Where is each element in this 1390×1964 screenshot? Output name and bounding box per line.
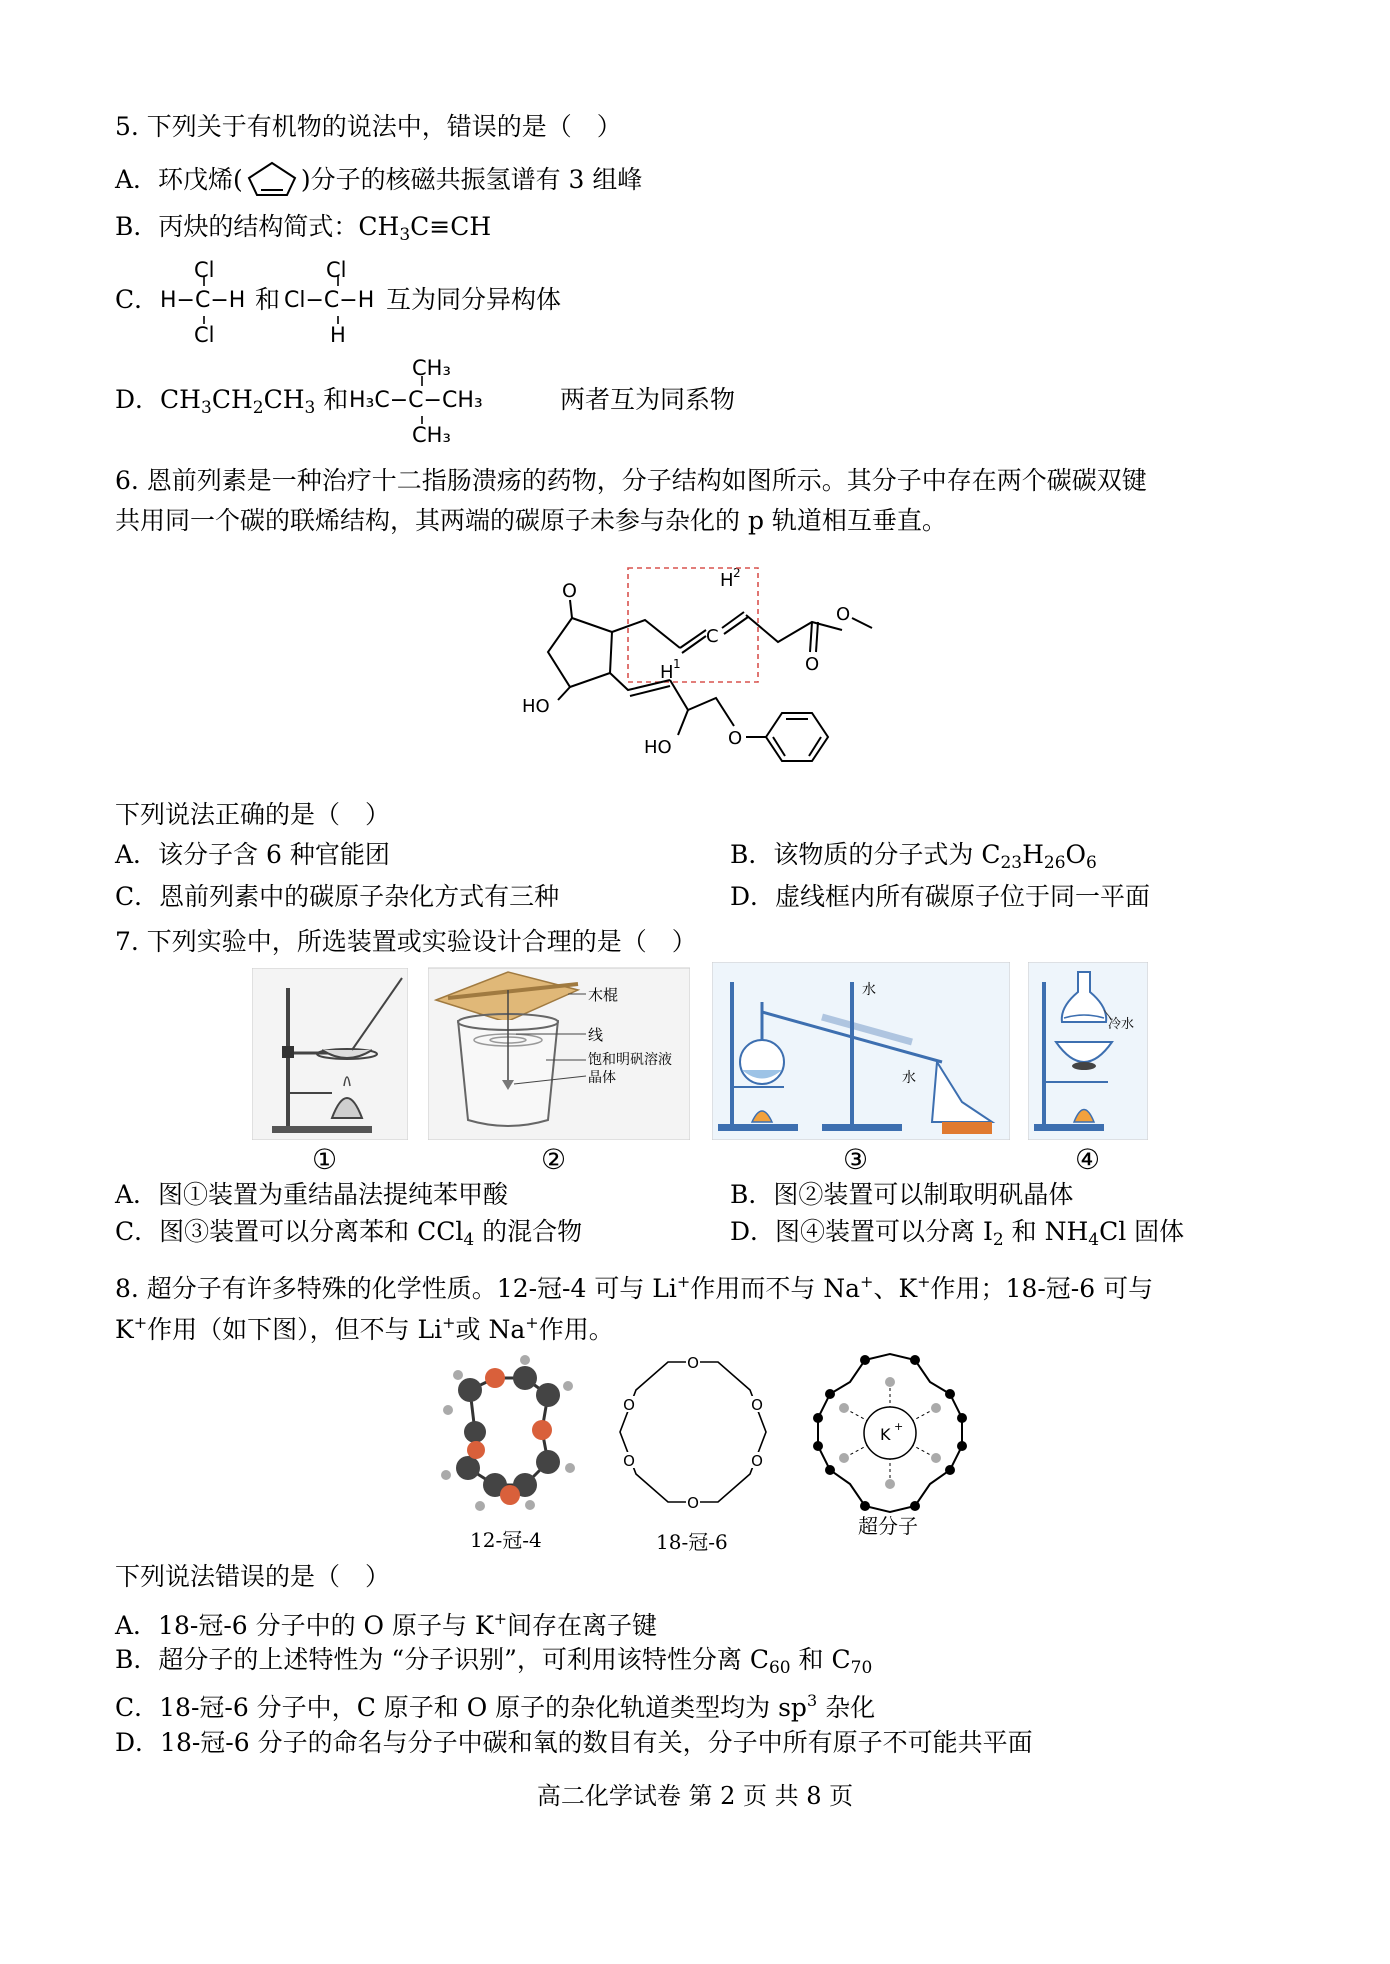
q7-stem: 7. 下列实验中，所选装置或实验设计合理的是（ ） (115, 927, 697, 956)
q5-stem: 5. 下列关于有机物的说法中，错误的是（ ） (115, 112, 622, 141)
q8-s2c: 或 Na (455, 1315, 526, 1344)
supra-k-plus: + (894, 1420, 904, 1433)
q7-d-mid: 和 NH (1003, 1217, 1089, 1246)
q7-d-pre: D．图④装置可以分离 I (730, 1217, 993, 1246)
label-thread: 线 (588, 1026, 604, 1044)
h1-label: H (660, 662, 674, 683)
h1-sup: 1 (673, 657, 681, 671)
enprostil-structure (520, 560, 880, 770)
crown-18-6-structure (608, 1350, 778, 1520)
q8-s1-plus2: + (860, 1272, 874, 1291)
q6-ask: 下列说法正确的是（ ） (115, 800, 391, 829)
q5-b-formula-2: C≡CH (410, 212, 492, 241)
apparatus-1-evaporation (252, 968, 408, 1140)
ester-o2-label: O (805, 654, 820, 675)
q8-s2-plus2: + (442, 1313, 456, 1332)
q5-c-bonds (190, 276, 390, 326)
q8-s2-plus1: + (133, 1313, 148, 1332)
ring-ho-label: HO (522, 696, 550, 717)
supra-k-label: K (880, 1425, 891, 1444)
allene-dashed-box (628, 568, 758, 682)
q8-s1a: 8. 超分子有许多特殊的化学性质。12-冠-4 可与 Li (115, 1274, 677, 1303)
q8-a-post: 间存在离子键 (507, 1611, 658, 1640)
q5-d-mol-mid: H₃C−C−CH₃ (349, 388, 483, 413)
q6-b-mid1: H (1022, 840, 1044, 869)
q5-option-b (115, 210, 491, 252)
q5-d-s3: 3 (304, 398, 316, 418)
apparatus-2-crystal (428, 960, 690, 1140)
q5-d-mol-top: CH₃ (412, 356, 451, 380)
q8-ask: 下列说法错误的是（ ） (115, 1562, 391, 1591)
q8-a-plus: + (493, 1609, 508, 1628)
q6-stem-1: 6. 恩前列素是一种治疗十二指肠溃疡的药物，分子结构如图所示。其分子中存在两个碳碳双键 (115, 466, 1147, 495)
q8-option-b (115, 1643, 872, 1685)
q7-option-a: A．图①装置为重结晶法提纯苯甲酸 (115, 1180, 509, 1209)
ester-o1-label: O (836, 604, 851, 625)
q5-d-formula (115, 383, 348, 425)
figure-number-4: ④ (1075, 1143, 1101, 1176)
q7-c-sub: 4 (463, 1230, 475, 1250)
q5-a-post: )分子的核磁共振氢谱有 3 组峰 (300, 165, 643, 194)
q5-c-mol2-top: Cl (326, 258, 347, 282)
q6-b-s2: 26 (1043, 853, 1066, 873)
apparatus-3-distillation (712, 962, 1010, 1140)
label-cold-water: 冷水 (1108, 1017, 1135, 1032)
q5-c-mol1-top: Cl (194, 258, 215, 282)
q6-b-pre: B．该物质的分子式为 C (730, 840, 1001, 869)
q7-option-b: B．图②装置可以制取明矾晶体 (730, 1180, 1074, 1209)
page-footer: 高二化学试卷 第 2 页 共 8 页 (536, 1782, 854, 1810)
chain-ho-label: HO (644, 737, 672, 758)
q8-s2a: K (115, 1315, 134, 1344)
ketone-o-label: O (562, 580, 577, 602)
figure-number-2: ② (541, 1143, 567, 1176)
q7-c-post: 的混合物 (474, 1217, 583, 1246)
caption-supramolecule: 超分子 (858, 1514, 918, 1538)
q6-option-c: C．恩前列素中的碳原子杂化方式有三种 (115, 882, 560, 911)
allene-c-label: C (706, 626, 719, 647)
q8-b-s2: 70 (850, 1658, 873, 1678)
figure-number-1: ① (312, 1143, 338, 1176)
q5-d-p2: CH (211, 385, 253, 414)
crown18-o4: O (687, 1494, 699, 1512)
q8-b-pre: B．超分子的上述特性为 “分子识别”，可利用该特性分离 C (115, 1645, 769, 1674)
caption-12-crown-4: 12-冠-4 (470, 1528, 542, 1552)
q5-d-s1: 3 (200, 398, 212, 418)
q6-stem-2: 共用同一个碳的联烯结构，其两端的碳原子未参与杂化的 p 轨道相互垂直。 (115, 506, 947, 535)
q8-s1-plus1: + (676, 1272, 691, 1291)
label-crystal: 晶体 (588, 1070, 616, 1086)
label-water-out: 水 (902, 1070, 916, 1086)
q5-d-p1: CH (160, 385, 201, 414)
q8-a-pre: A．18-冠-6 分子中的 O 原子与 K (115, 1611, 494, 1640)
q7-option-c (115, 1215, 582, 1257)
q8-s1d: 作用；18-冠-6 可与 (930, 1274, 1154, 1303)
q7-c-pre: C．图③装置可以分离苯和 CCl (115, 1217, 464, 1246)
q8-c-post: 杂化 (817, 1693, 876, 1722)
q8-option-c (115, 1684, 875, 1725)
label-wood-stick: 木棍 (588, 986, 619, 1004)
q6-b-s3: 6 (1086, 853, 1097, 873)
ether-o-label: O (728, 728, 743, 749)
apparatus-4-sublimation (1028, 962, 1148, 1140)
figure-number-3: ③ (843, 1143, 869, 1176)
q8-s1c: 、K (873, 1274, 918, 1303)
label-alum-solution: 饱和明矾溶液 (588, 1052, 672, 1068)
q7-d-post: Cl 固体 (1099, 1217, 1185, 1246)
q5-d-bonds (410, 376, 440, 426)
q5-d-post: 两者互为同系物 (560, 385, 736, 414)
q5-b-formula-sub: 3 (399, 225, 411, 245)
q5-c-mol1-bottom: Cl (194, 323, 215, 347)
q5-c-label: C． (115, 285, 160, 314)
q8-s1b: 作用而不与 Na (690, 1274, 861, 1303)
crown18-o2: O (751, 1396, 763, 1414)
crown18-o3: O (751, 1452, 763, 1470)
q8-b-s1: 60 (768, 1658, 791, 1678)
q5-option-a (115, 160, 642, 198)
q8-s2d: 作用。 (538, 1315, 614, 1344)
q8-c-pre: C．18-冠-6 分子中，C 原子和 O 原子的杂化轨道类型均为 sp (115, 1693, 807, 1722)
h2-sup: 2 (733, 566, 741, 580)
q5-c-mol2-bottom: H (330, 323, 346, 347)
q5-d-and: 和 (323, 385, 349, 414)
q5-c-mol1-mid: H−C−H (160, 288, 246, 313)
q5-b-pre: B．丙炔的结构简式： (115, 212, 359, 241)
q7-d-sub: 2 (992, 1230, 1004, 1250)
q7-d-sub2: 4 (1088, 1230, 1100, 1250)
q8-stem-2 (115, 1306, 614, 1347)
q6-b-s1: 23 (1000, 853, 1023, 873)
q8-b-mid: 和 C (790, 1645, 851, 1674)
label-water-in: 水 (862, 982, 876, 998)
q7-option-d (730, 1215, 1184, 1257)
crown18-o5: O (623, 1452, 635, 1470)
crown-12-4-model (430, 1350, 590, 1520)
q5-d-s2: 2 (252, 398, 264, 418)
q8-option-a (115, 1602, 657, 1643)
crown18-o1: O (687, 1354, 699, 1372)
q6-option-b (730, 838, 1097, 880)
crown18-o6: O (623, 1396, 635, 1414)
q5-c-and: 和 (255, 285, 281, 314)
q5-d-label: D． (115, 385, 161, 414)
q5-c-post: 互为同分异构体 (386, 285, 562, 314)
q5-c-mol2-mid: Cl−C−H (284, 288, 375, 313)
q5-d-mol-bottom: CH₃ (412, 423, 451, 447)
q8-s2-plus3: + (525, 1313, 539, 1332)
q8-option-d: D．18-冠-6 分子的命名与分子中碳和氧的数目有关，分子中所有原子不可能共平面 (115, 1728, 1033, 1757)
q8-stem-1 (115, 1265, 1153, 1306)
q5-a-pre: A．环戊烯( (115, 165, 243, 194)
supramolecule-structure (800, 1346, 980, 1526)
q8-s2b: 作用（如下图），但不与 Li (147, 1315, 443, 1344)
q6-b-mid2: O (1065, 840, 1087, 869)
q8-s1-plus3: + (917, 1272, 931, 1291)
cyclopentene-icon (243, 160, 301, 198)
q6-option-d: D．虚线框内所有碳原子位于同一平面 (730, 882, 1151, 911)
q6-option-a: A．该分子含 6 种官能团 (115, 840, 390, 869)
caption-18-crown-6: 18-冠-6 (656, 1530, 728, 1554)
q5-d-p3: CH (263, 385, 305, 414)
h2-label: H (720, 570, 734, 591)
q8-c-sup: 3 (806, 1691, 818, 1710)
q5-b-formula-1: CH (358, 212, 400, 241)
